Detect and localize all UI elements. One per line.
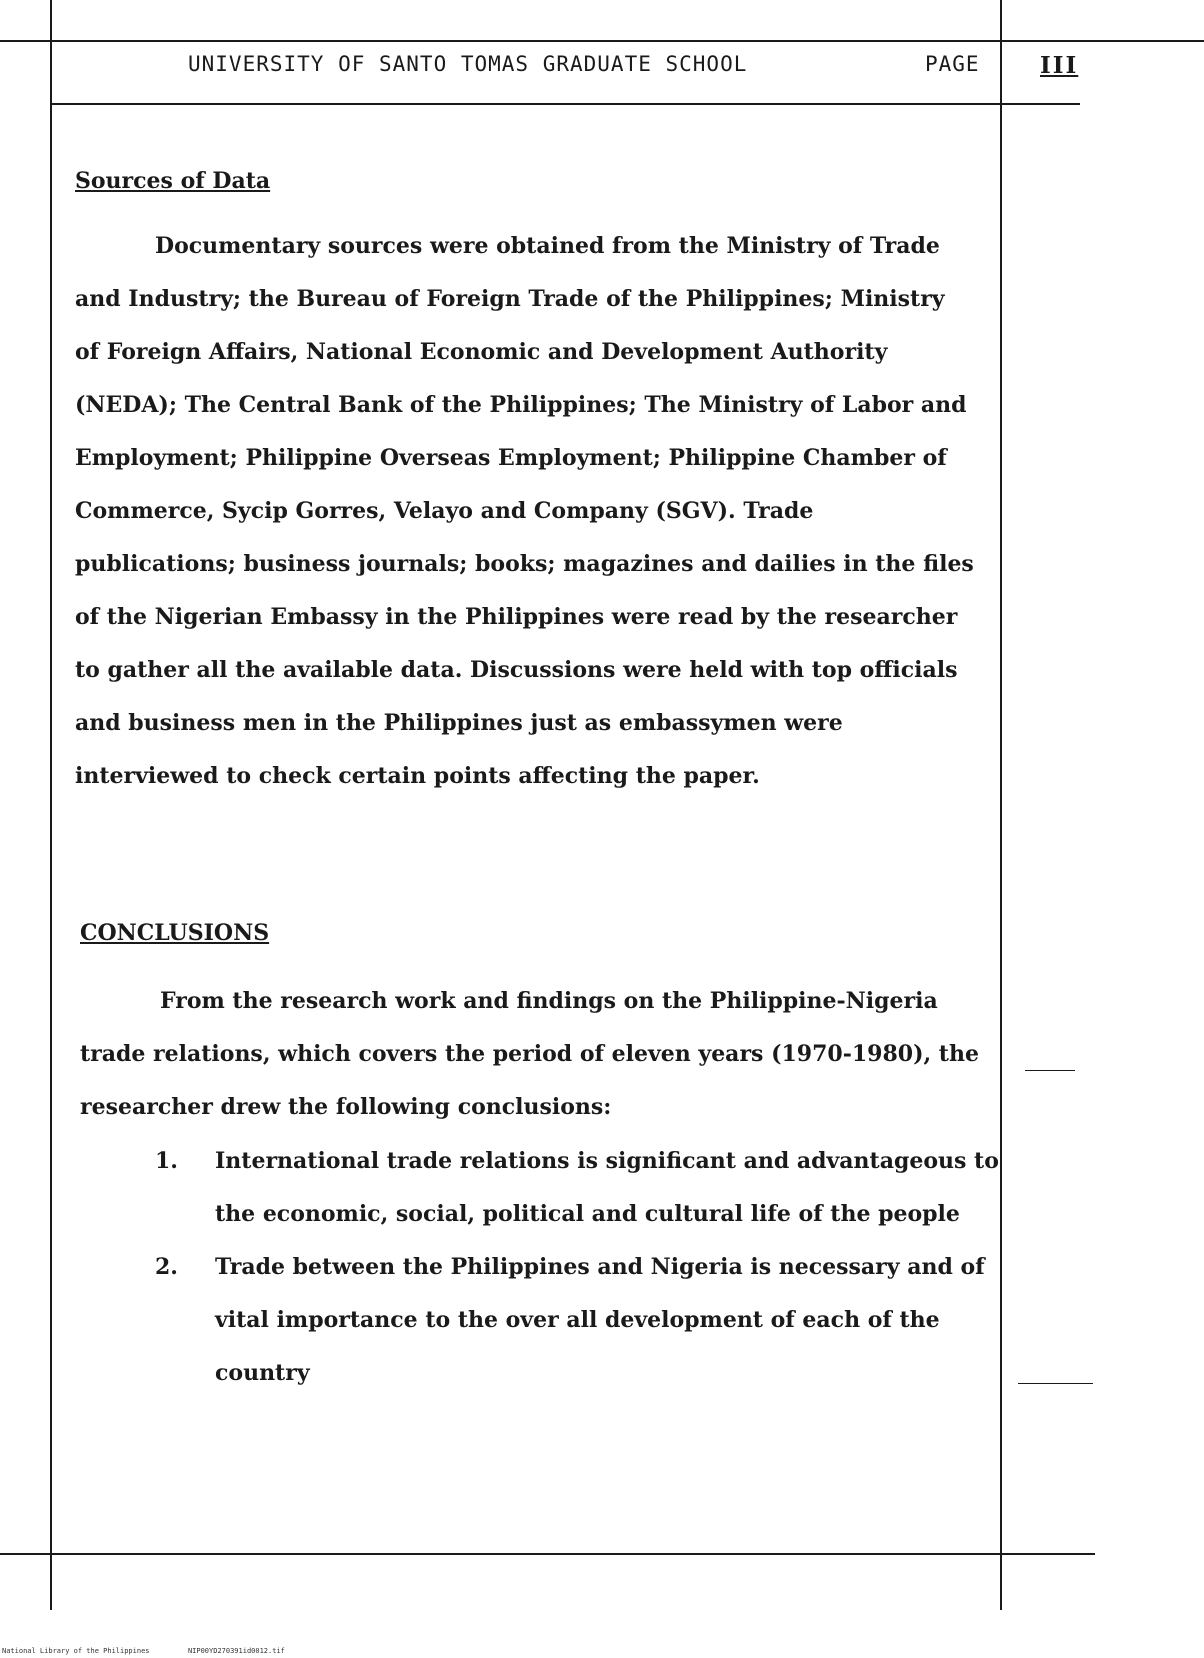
header-page-label: PAGE [925,52,980,76]
header-bottom-line [50,103,1080,105]
conclusion-text: International trade relations is significant and advantageous to the economic, social, political and cultural life of the people [215,1148,999,1227]
header-page-number: III [1040,52,1079,79]
footer-file-id: NIP00YD270391id0012.tif [187,1647,285,1655]
conclusion-item [155,1135,1015,1241]
conclusion-number: 1. [155,1148,178,1174]
footer-library: National Library of the Philippines [2,1647,150,1655]
conclusions-heading: CONCLUSIONS [80,920,270,946]
scan-footer [2,1647,285,1655]
right-tick-mark-upper [1025,1070,1075,1071]
sources-heading: Sources of Data [75,168,271,194]
conclusions-intro: From the research work and findings on the Philippine-Nigeria trade relations, which covers the period of eleven years (1970-1980), the researcher drew the following conclusions: [80,988,979,1120]
bottom-border-line [0,1553,1095,1555]
conclusion-item [155,1241,1015,1400]
conclusion-text: Trade between the Philippines and Nigeria is necessary and of vital importance to the over all development of each of the country [215,1254,985,1386]
sources-paragraph: Documentary sources were obtained from the Ministry of Trade and Industry; the Bureau of Foreign Trade of the Philippines; Ministry of Foreign Affairs, National Economic and Development Authority (NEDA); The Central Bank of the Philippines; The Ministry of Labor and Employment; Philippine Overseas Employment; Philippine Chamber of Commerce, Sycip Gorres, Velayo and Company (SGV). Trade publications; business journals; books; magazines and dailies in the files of the Nigerian Embassy in the Philippines were read by the researcher to gather all the available data. Discussions were held with top officials and business men in the Philippines just as embassymen were interviewed to check certain points affecting the paper. [75,233,974,789]
top-border-line [0,40,1204,42]
header-institution: UNIVERSITY OF SANTO TOMAS GRADUATE SCHOOL [188,52,748,76]
conclusions-list [155,1135,1015,1400]
conclusion-number: 2. [155,1254,178,1280]
right-tick-mark-lower [1018,1383,1093,1384]
left-margin-line [50,0,52,1610]
